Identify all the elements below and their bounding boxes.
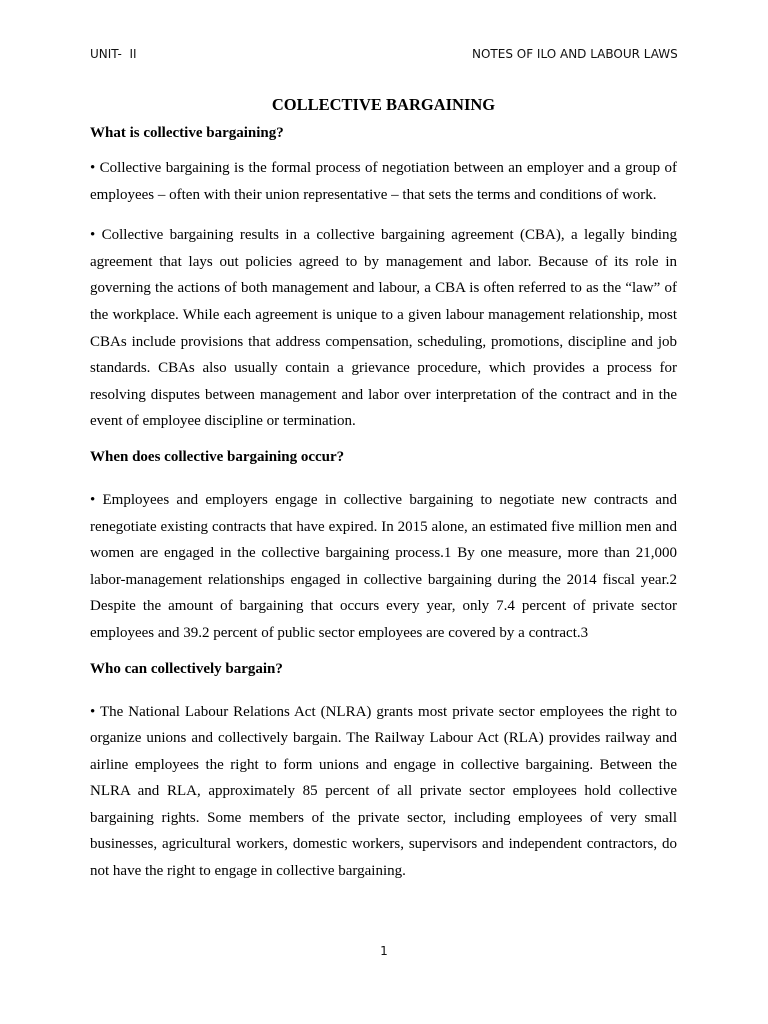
- document-body: [90, 95, 677, 885]
- paragraph: • The National Labour Relations Act (NLRA) grants most private sector employees the right to organize unions and collectively bargain. The Railway Labour Act (RLA) provides railway and airline employees the right to form unions and engage in collective bargaining. Between the NLRA and RLA, approximately 85 percent of all private sector employees hold collective bargaining rights. Some members of the private sector, including employees of very small businesses, agricultural workers, domestic workers, supervisors and independent contractors, do not have the right to engage in collective bargaining.: [90, 703, 677, 880]
- paragraph: • Employees and employers engage in collective bargaining to negotiate new contracts and renegotiate existing contracts that have expired. In 2015 alone, an estimated five million men and women are engaged in the collective bargaining process.1 By one measure, more than 21,000 labor-management relationships engaged in collective bargaining during the 2014 fiscal year.2 Despite the amount of bargaining that occurs every year, only 7.4 percent of private sector employees and 39.2 percent of public sector employees are covered by a contract.3: [90, 491, 677, 641]
- document-title: COLLECTIVE BARGAINING: [271, 95, 496, 114]
- header-unit-label: UNIT- II: [90, 47, 137, 61]
- header-course-title: NOTES OF ILO AND LABOUR LAWS: [472, 47, 678, 61]
- section-heading-when: When does collective bargaining occur?: [90, 448, 345, 465]
- page-number: 1: [380, 944, 388, 958]
- paragraph: • Collective bargaining results in a collective bargaining agreement (CBA), a legally binding agreement that lays out policies agreed to by management and labor. Because of its role in governing the actions of both management and labour, a CBA is often referred to as the “law” of the workplace. While each agreement is unique to a given labour management relationship, most CBAs include provisions that address compensation, scheduling, promotions, discipline and job standards. CBAs also usually contain a grievance procedure, which provides a process for resolving disputes between management and labor over interpretation of the contract and in the event of employee discipline or termination.: [90, 227, 677, 430]
- section-heading-who: Who can collectively bargain?: [90, 660, 283, 677]
- paragraph: • Collective bargaining is the formal process of negotiation between an employer and a group of employees – often with their union representative – that sets the terms and conditions of work.: [90, 160, 677, 203]
- section-heading-what: What is collective bargaining?: [90, 125, 284, 141]
